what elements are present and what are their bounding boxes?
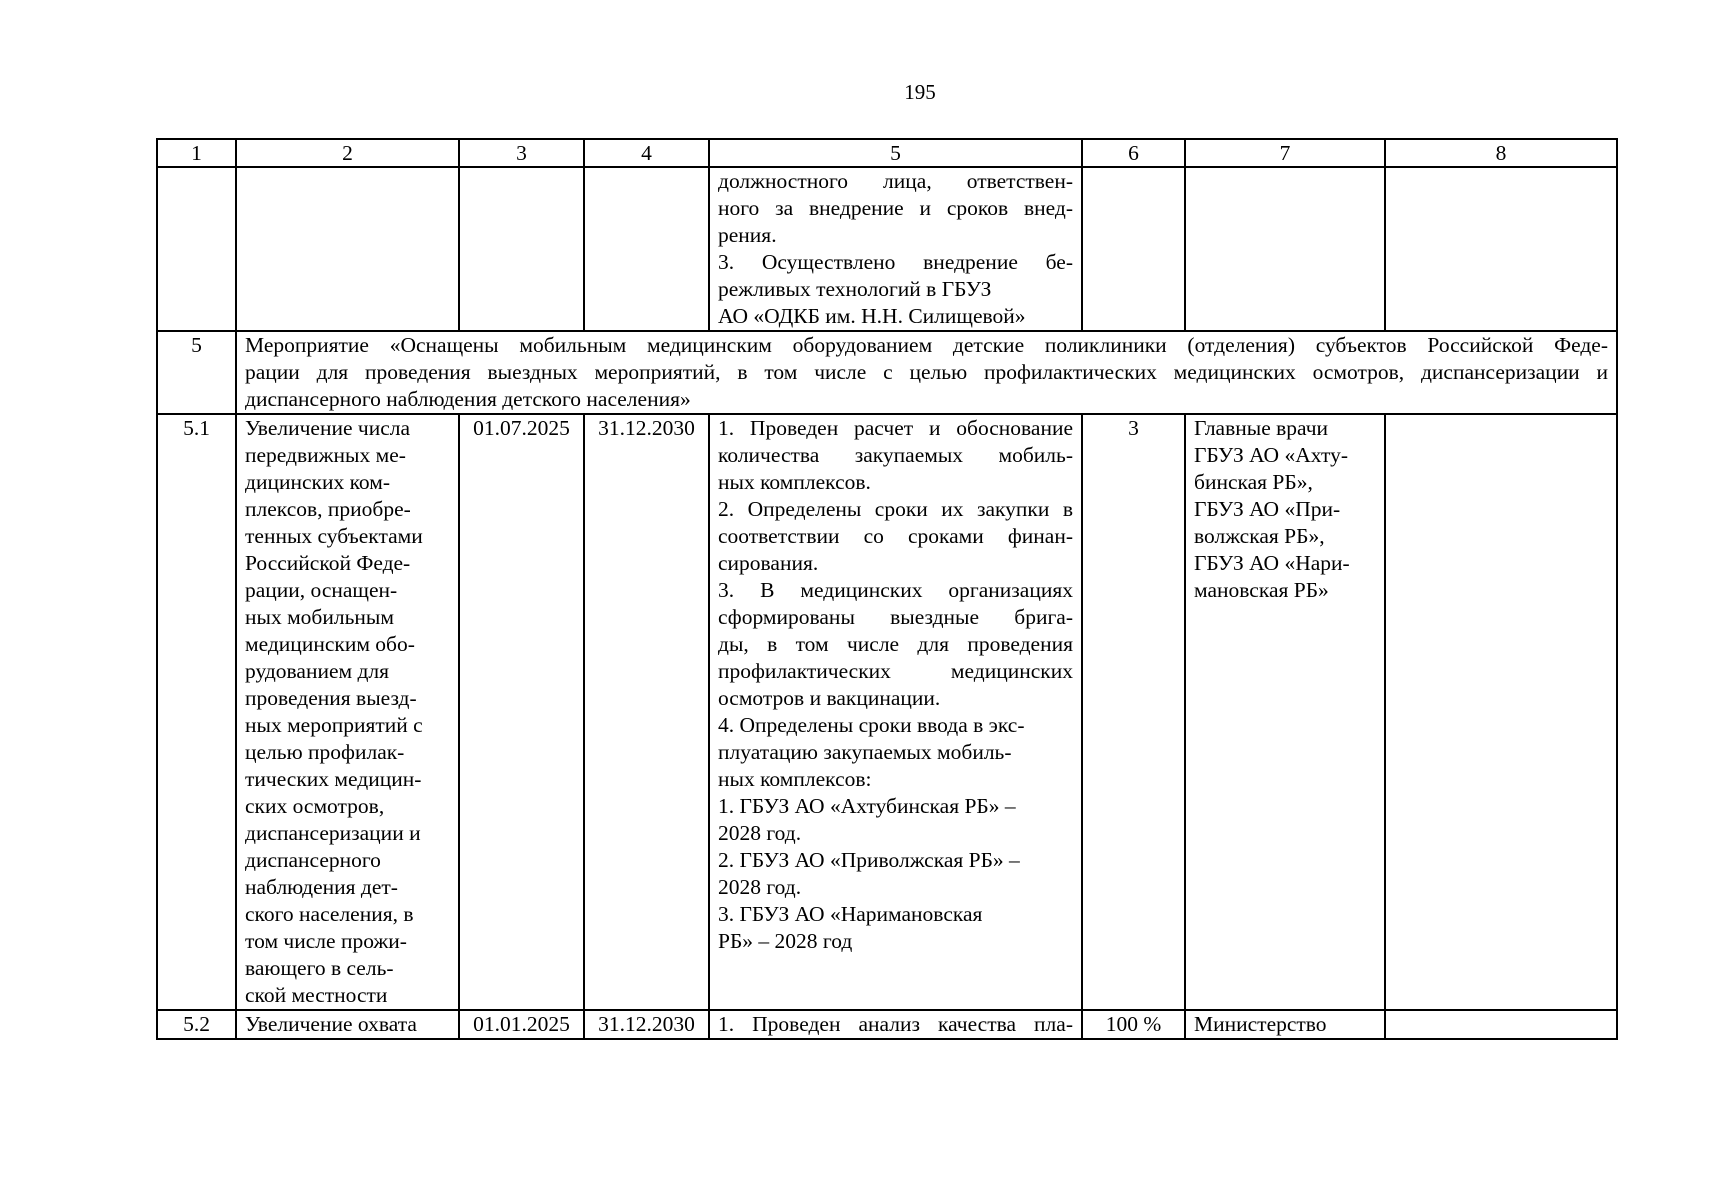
text-line: Главные врачи xyxy=(1194,416,1329,440)
text-line: осмотров и вакцинации. xyxy=(718,686,941,710)
target-value: 3 xyxy=(1082,414,1185,1010)
header-col-8: 8 xyxy=(1385,139,1617,167)
text-line: ных мероприятий с xyxy=(245,713,423,737)
table-row-5-1 xyxy=(157,414,1617,1010)
text-line: Увеличение числа xyxy=(245,416,411,440)
section-row-5 xyxy=(157,331,1617,414)
responsible-cell xyxy=(1185,1010,1385,1039)
text-line: целью профилак- xyxy=(245,740,405,764)
cell xyxy=(459,167,584,331)
text-line: АО «ОДКБ им. Н.Н. Силищевой» xyxy=(718,304,1026,328)
text-line: режливых технологий в ГБУЗ xyxy=(718,277,992,301)
cell xyxy=(236,167,459,331)
text-line: 3. ГБУЗ АО «Наримановская xyxy=(718,902,983,926)
text-line: РБ» – 2028 год xyxy=(718,929,853,953)
text-line: сирования. xyxy=(718,551,819,575)
text-line: дицинских ком- xyxy=(245,470,391,494)
text-line: диспансеризации и xyxy=(245,821,421,845)
text-line: вающего в сель- xyxy=(245,956,394,980)
header-col-2: 2 xyxy=(236,139,459,167)
results-cell xyxy=(709,414,1082,1010)
text-line: рения. xyxy=(718,223,777,247)
column-number-header xyxy=(157,139,1617,167)
note-cell xyxy=(1385,1010,1617,1039)
text-line: 2028 год. xyxy=(718,821,802,845)
header-col-6: 6 xyxy=(1082,139,1185,167)
text-line: тенных субъектами xyxy=(245,524,423,548)
row-number: 5.2 xyxy=(157,1010,236,1039)
continuation-results-cell xyxy=(709,167,1082,331)
text-line: сформированы выездные брига- xyxy=(718,605,1073,629)
text-line: ды, в том числе для проведения xyxy=(718,632,1073,656)
text-line: 2. Определены сроки их закупки в xyxy=(718,497,1073,521)
responsible-cell xyxy=(1185,414,1385,1010)
header-col-4: 4 xyxy=(584,139,709,167)
text-line: ных комплексов: xyxy=(718,767,872,791)
text-line: ских осмотров, xyxy=(245,794,385,818)
text-line: ского населения, в xyxy=(245,902,414,926)
text-line: ГБУЗ АО «При- xyxy=(1194,497,1341,521)
text-line: ГБУЗ АО «Ахту- xyxy=(1194,443,1348,467)
text-line: диспансерного xyxy=(245,848,381,872)
text-line: 1. Проведен анализ качества пла- xyxy=(718,1012,1073,1036)
results-cell xyxy=(709,1010,1082,1039)
target-value: 100 % xyxy=(1082,1010,1185,1039)
continuation-row xyxy=(157,167,1617,331)
text-line: медицинским обо- xyxy=(245,632,415,656)
end-date: 31.12.2030 xyxy=(584,414,709,1010)
table-row-5-2 xyxy=(157,1010,1617,1039)
text-line: 2028 год. xyxy=(718,875,802,899)
text-line: тических медицин- xyxy=(245,767,422,791)
text-line: передвижных ме- xyxy=(245,443,406,467)
text-line: 1. Проведен расчет и обоснование xyxy=(718,416,1073,440)
text-line: ской местности xyxy=(245,983,388,1007)
text-line: должностного лица, ответствен- xyxy=(718,169,1073,193)
text-line: ного за внедрение и сроков внед- xyxy=(718,196,1073,220)
end-date: 31.12.2030 xyxy=(584,1010,709,1039)
section-number: 5 xyxy=(157,331,236,414)
note-cell xyxy=(1385,414,1617,1010)
text-line: рации для проведения выездных мероприятий, в том числе с целью профилактических медицинских осмотров, диспансеризации и xyxy=(245,360,1608,384)
text-line: 3. В медицинских организациях xyxy=(718,578,1073,602)
text-line: плексов, приобре- xyxy=(245,497,411,521)
text-line: Мероприятие «Оснащены мобильным медицинским оборудованием детские поликлиники (отделения) субъектов Российской Феде- xyxy=(245,333,1608,357)
text-line: 3. Осуществлено внедрение бе- xyxy=(718,250,1073,274)
text-line: том числе прожи- xyxy=(245,929,407,953)
start-date: 01.07.2025 xyxy=(459,414,584,1010)
text-line: Увеличение охвата xyxy=(245,1012,417,1036)
text-line: ГБУЗ АО «Нари- xyxy=(1194,551,1350,575)
text-line: рудованием для xyxy=(245,659,390,683)
text-line: соответствии со сроками финан- xyxy=(718,524,1073,548)
row-number: 5.1 xyxy=(157,414,236,1010)
text-line: диспансерного наблюдения детского населения» xyxy=(245,387,691,411)
text-line: бинская РБ», xyxy=(1194,470,1313,494)
text-line: профилактических медицинских xyxy=(718,659,1073,683)
text-line: 4. Определены сроки ввода в экс- xyxy=(718,713,1025,737)
text-line: ных комплексов. xyxy=(718,470,871,494)
text-line: ных мобильным xyxy=(245,605,394,629)
measures-table xyxy=(156,138,1618,1040)
header-col-7: 7 xyxy=(1185,139,1385,167)
header-col-5: 5 xyxy=(709,139,1082,167)
text-line: количества закупаемых мобиль- xyxy=(718,443,1073,467)
header-col-1: 1 xyxy=(157,139,236,167)
page-number: 195 xyxy=(904,80,936,104)
text-line: Министерство xyxy=(1194,1012,1327,1036)
text-line: рации, оснащен- xyxy=(245,578,398,602)
cell xyxy=(1385,167,1617,331)
cell xyxy=(157,167,236,331)
text-line: 2. ГБУЗ АО «Приволжская РБ» – xyxy=(718,848,1020,872)
indicator-cell xyxy=(236,1010,459,1039)
text-line: проведения выезд- xyxy=(245,686,417,710)
header-col-3: 3 xyxy=(459,139,584,167)
text-line: Российской Феде- xyxy=(245,551,411,575)
cell xyxy=(1082,167,1185,331)
start-date: 01.01.2025 xyxy=(459,1010,584,1039)
cell xyxy=(1185,167,1385,331)
indicator-cell xyxy=(236,414,459,1010)
text-line: 1. ГБУЗ АО «Ахтубинская РБ» – xyxy=(718,794,1016,818)
text-line: мановская РБ» xyxy=(1194,578,1329,602)
cell xyxy=(584,167,709,331)
section-title xyxy=(236,331,1617,414)
text-line: волжская РБ», xyxy=(1194,524,1325,548)
text-line: плуатацию закупаемых мобиль- xyxy=(718,740,1012,764)
text-line: наблюдения дет- xyxy=(245,875,398,899)
